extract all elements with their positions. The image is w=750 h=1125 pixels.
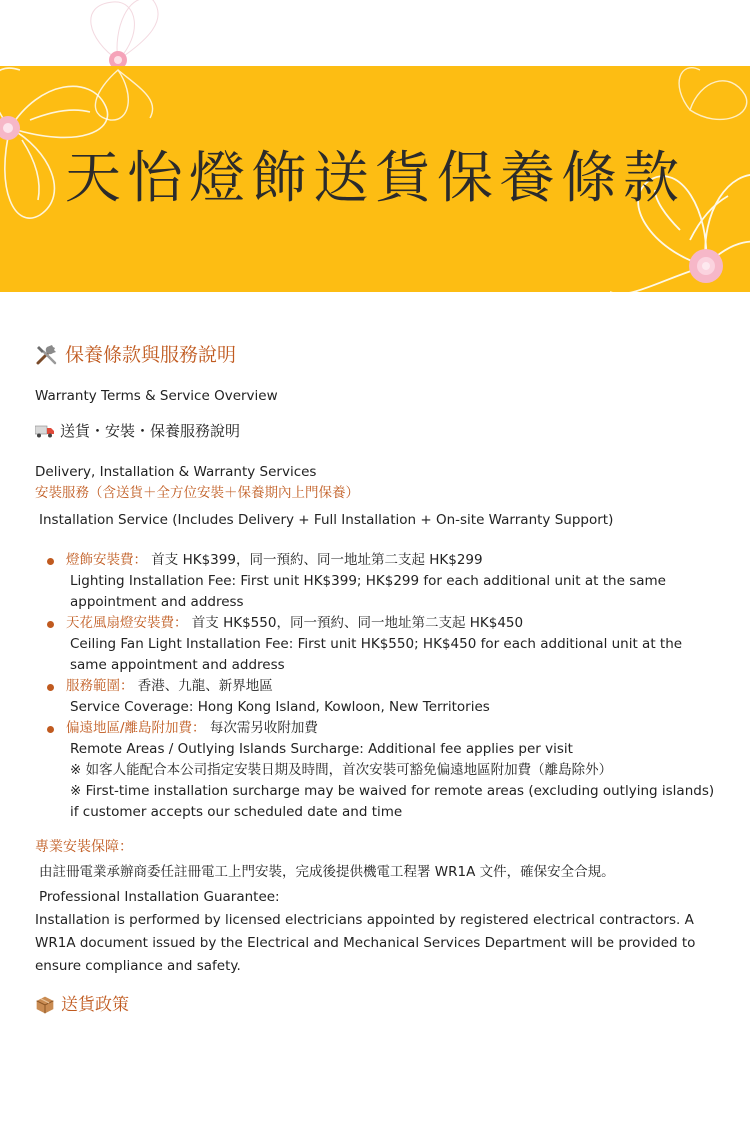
list-item — [35, 676, 720, 718]
list-item — [35, 613, 720, 676]
delivery-policy-label: 送貨政策 — [61, 995, 129, 1015]
warranty-section-label: 保養條款與服務說明 — [65, 344, 237, 366]
fee-english: Remote Areas / Outlying Islands Surcharge: Additional fee applies per visit — [70, 741, 573, 757]
guarantee-title: 專業安裝保障： — [35, 839, 133, 855]
list-item — [35, 550, 720, 613]
bullet-dot — [47, 621, 54, 628]
fee-english: Ceiling Fan Light Installation Fee: First unit HK$550; HK$450 for each additional unit at the same appointment and address — [70, 636, 683, 673]
guarantee-en-title: Professional Installation Guarantee: — [39, 889, 280, 905]
fee-english: Lighting Installation Fee: First unit HK$399; HK$299 for each additional unit at the same appointment and address — [70, 573, 666, 610]
install-service-zh: 安裝服務（含送貨＋全方位安裝＋保養期內上門保養） — [35, 485, 359, 501]
delivery-install-english: Delivery, Installation & Warranty Services — [35, 464, 317, 480]
delivery-install-title — [35, 419, 720, 443]
delivery-install-label: 送貨・安裝・保養服務說明 — [60, 422, 241, 440]
fee-english: Service Coverage: Hong Kong Island, Kowloon, New Territories — [70, 699, 490, 715]
fee-value: 每次需另收附加費 — [209, 720, 318, 736]
guarantee-en-body: Installation is performed by licensed electricians appointed by registered electrical contractors. A WR1A document issued by the Electrical and Mechanical Services Department will be provided to ensure compliance and safety. — [35, 912, 696, 974]
bullet-dot — [47, 684, 54, 691]
surcharge-note-zh: ※ 如客人能配合本公司指定安裝日期及時間，首次安裝可豁免偏遠地區附加費（離島除外） — [70, 762, 613, 778]
fee-label: 燈飾安裝費： — [66, 552, 147, 568]
truck-icon — [35, 423, 55, 439]
fee-label: 天花風扇燈安裝費： — [66, 615, 188, 631]
fee-value: 香港、九龍、新界地區 — [137, 678, 273, 694]
list-item — [35, 718, 720, 823]
content-area — [35, 340, 720, 1020]
warranty-section-title — [35, 340, 720, 370]
fee-value: 首支 HK$550，同一預約、同一地址第二支起 HK$450 — [191, 615, 524, 631]
fee-value: 首支 HK$399，同一預約、同一地址第二支起 HK$299 — [151, 552, 483, 568]
top-margin — [0, 0, 750, 66]
warranty-section-english: Warranty Terms & Service Overview — [35, 388, 278, 404]
guarantee-zh: 由註冊電業承辦商委任註冊電工上門安裝，完成後提供機電工程署 WR1A 文件，確保安全合規。 — [39, 864, 615, 880]
fee-label: 服務範圍： — [66, 678, 134, 694]
fee-label: 偏遠地區/離島附加費： — [66, 720, 206, 736]
bullet-dot — [47, 726, 54, 733]
bullet-dot — [47, 558, 54, 565]
flower-top-decoration — [0, 0, 750, 66]
page-title: 天怡燈飾送貨保養條款 — [65, 146, 685, 211]
title-banner — [0, 66, 750, 292]
tools-icon — [35, 343, 59, 367]
surcharge-note-en: ※ First-time installation surcharge may be waived for remote areas (excluding outlying islands) if customer accepts our scheduled date and time — [70, 783, 715, 820]
install-service-en: Installation Service (Includes Delivery + Full Installation + On-site Warranty Support) — [39, 512, 614, 528]
delivery-policy-title — [35, 990, 720, 1020]
fee-list — [35, 550, 720, 823]
package-icon — [35, 995, 55, 1015]
